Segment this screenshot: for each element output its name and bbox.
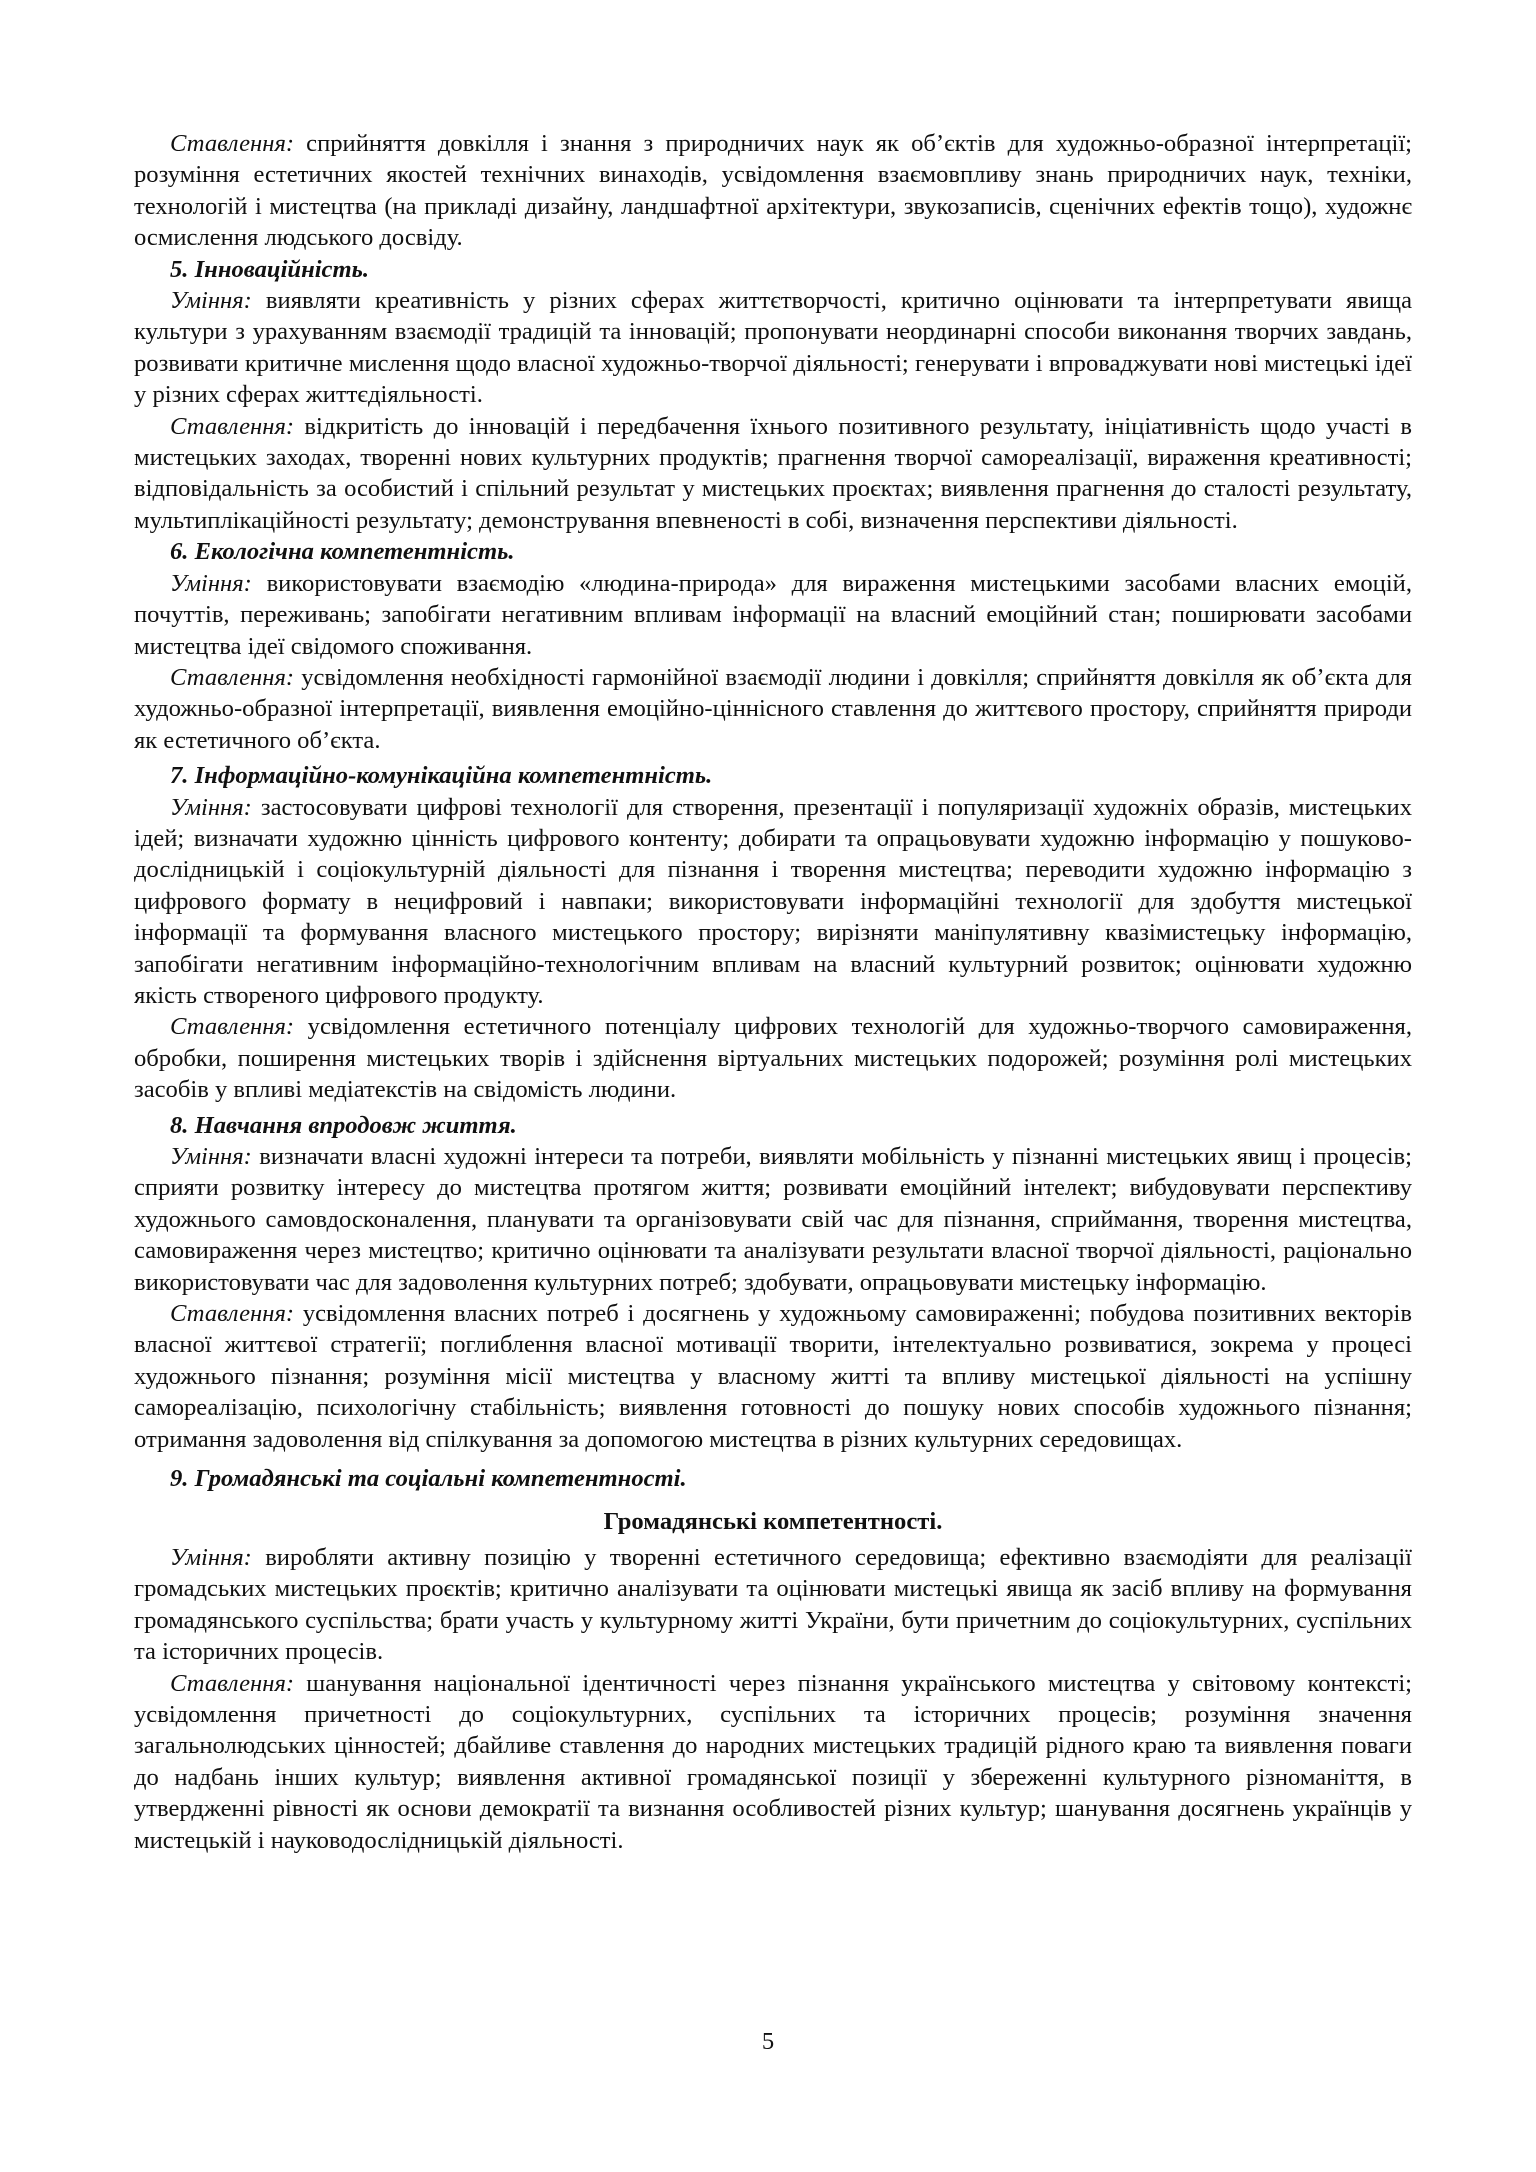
section-8-stav bbox=[134, 1298, 1412, 1455]
intro-paragraph bbox=[134, 128, 1412, 254]
stavlennia-label: Ставлення: bbox=[170, 1013, 295, 1041]
section-6-umin bbox=[134, 568, 1412, 662]
uminnia-label: Уміння: bbox=[170, 793, 252, 821]
section-9-title: 9. Громадянські та соціальні компетентності. bbox=[170, 1465, 687, 1493]
section-8-umin-text: визначати власні художні інтереси та потреби, виявляти мобільність у пізнанні мистецьких явищ і процесів; сприяти розвитку інтересу до мистецтва протягом життя; розвивати емоційний інтелект; вибудовувати перспективу художнього самовдосконалення, планувати та організовувати свій час для пізнання, сприймання, творення мистецтва, самовираження через мистецтво; критично оцінювати та аналізувати результати власної творчої діяльності, раціонально використовувати час для задоволення культурних потреб; здобувати, опрацьовувати мистецьку інформацію. bbox=[134, 1143, 1412, 1296]
section-5-umin-text: виявляти креативність у різних сферах життєтворчості, критично оцінювати та інтерпретувати явища культури з урахуванням взаємодії традицій та інновацій; пропонувати неординарні способи виконання творчих завдань, розвивати критичне мислення щодо власної художньо-творчої діяльності; генерувати і впроваджувати нові мистецькі ідеї у різних сферах життєдіяльності. bbox=[134, 287, 1412, 409]
section-8-stav-text: усвідомлення власних потреб і досягнень у художньому самовираженні; побудова позитивних векторів власної життєвої стратегії; поглиблення власної мотивації творити, інтелектуально розвиватися, зокрема у процесі художнього пізнання; розуміння місії мистецтва у власному житті та впливу мистецької діяльності на успішну самореалізацію, психологічну стабільність; виявлення готовності до пошуку нових способів художнього пізнання; отримання задоволення від спілкування за допомогою мистецтва в різних культурних середовищах. bbox=[134, 1300, 1412, 1453]
stavlennia-label: Ставлення: bbox=[170, 130, 295, 157]
section-5-umin bbox=[134, 285, 1412, 411]
section-7-stav-text: усвідомлення естетичного потенціалу цифрових технологій для художньо-творчого самовираження, обробки, поширення мистецьких творів і здійснення віртуальних мистецьких подорожей; розуміння ролі мистецьких засобів у впливі медіатекстів на свідомість людини. bbox=[134, 1013, 1412, 1104]
page-number: 5 bbox=[761, 2028, 775, 2055]
section-5-stav-text: відкритість до інновацій і передбачення їхнього позитивного результату, ініціативність щодо участі в мистецьких заходах, творенні нових культурних продуктів; прагнення творчої самореалізації, вираження креативності; відповідальність за особистий і спільний результат у мистецьких проєктах; виявлення прагнення до сталості результату, мультиплікаційності результату; демонстрування впевненості в собі, визначення перспективи діяльності. bbox=[134, 412, 1412, 534]
uminnia-label: Уміння: bbox=[170, 1543, 252, 1571]
uminnia-label: Уміння: bbox=[170, 1143, 252, 1170]
section-7-stav bbox=[134, 1011, 1412, 1105]
stavlennia-label: Ставлення: bbox=[170, 412, 295, 440]
section-9-stav bbox=[134, 1668, 1412, 1856]
section-9-umin-text: виробляти активну позицію у творенні естетичного середовища; ефективно взаємодіяти для реалізації громадських мистецьких проєктів; критично аналізувати та оцінювати мистецькі явища як засіб впливу на формування громадянського суспільства; брати участь у культурному житті України, бути причетним до соціокультурних, суспільних та історичних процесів. bbox=[134, 1543, 1412, 1666]
section-8-title: 8. Навчання впродовж життя. bbox=[170, 1111, 517, 1139]
section-7-umin bbox=[134, 792, 1412, 1012]
section-5-title: 5. Інноваційність. bbox=[170, 255, 369, 283]
section-9-umin bbox=[134, 1542, 1412, 1668]
section-6-title: 6. Екологічна компетентність. bbox=[170, 538, 515, 566]
section-6-stav bbox=[134, 662, 1412, 756]
section-8-umin bbox=[134, 1141, 1412, 1298]
stavlennia-label: Ставлення: bbox=[170, 1669, 295, 1697]
section-9-subtitle: Громадянські компетентності. bbox=[603, 1508, 943, 1536]
section-9-stav-text: шанування національної ідентичності через пізнання українського мистецтва у світовому контексті; усвідомлення причетності до соціокультурних, суспільних та історичних процесів; розуміння значення загальнолюдських цінностей; дбайливе ставлення до народних мистецьких традицій рідного краю та виявлення поваги до надбань інших культур; виявлення активної громадянської позиції у збереженні культурного різноманіття, в утвердженні рівності як основи демократії та визнання особливостей різних культур; шанування досягнень українців у мистецькій і науководослідницькій діяльності. bbox=[134, 1669, 1412, 1854]
section-7-umin-text: застосовувати цифрові технології для створення, презентації і популяризації художніх образів, мистецьких ідей; визначати художню цінність цифрового контенту; добирати та опрацьовувати художню інформацію у пошуково-дослідницькій і соціокультурній діяльності для пізнання і творення мистецтва; переводити художню інформацію з цифрового формату в нецифровий і навпаки; використовувати інформаційні технології для здобуття мистецької інформації та формування власного мистецького простору; вирізняти маніпулятивну квазімистецьку інформацію, запобігати негативним інформаційно-технологічним впливам на власний культурний розвиток; оцінювати художню якість створеного цифрового продукту. bbox=[134, 793, 1412, 1009]
section-7-title: 7. Інформаційно-комунікаційна компетентність. bbox=[170, 762, 713, 790]
page-content bbox=[134, 128, 1412, 1856]
section-6-stav-text: усвідомлення необхідності гармонійної взаємодії людини і довкілля; сприйняття довкілля як об’єкта для художньо-образної інтерпретації, виявлення емоційно-ціннісного ставлення до життєвого простору, сприйняття природи як естетичного об’єкта. bbox=[134, 663, 1412, 754]
stavlennia-label: Ставлення: bbox=[170, 663, 295, 691]
intro-text: сприйняття довкілля і знання з природничих наук як об’єктів для художньо-образної інтерпретації; розуміння естетичних якостей технічних винаходів, усвідомлення взаємовпливу знань природничих наук, техніки, технологій і мистецтва (на прикладі дизайну, ландшафтної архітектури, звукозаписів, сценічних ефектів тощо), художнє осмислення людського досвіду. bbox=[134, 130, 1412, 252]
section-6-umin-text: використовувати взаємодію «людина-природа» для вираження мистецькими засобами власних емоцій, почуттів, переживань; запобігати негативним впливам інформації на власний емоційний стан; поширювати засобами мистецтва ідеї свідомого споживання. bbox=[134, 569, 1412, 660]
section-5-stav bbox=[134, 411, 1412, 537]
uminnia-label: Уміння: bbox=[170, 569, 252, 597]
stavlennia-label: Ставлення: bbox=[170, 1300, 295, 1328]
uminnia-label: Уміння: bbox=[170, 287, 252, 315]
